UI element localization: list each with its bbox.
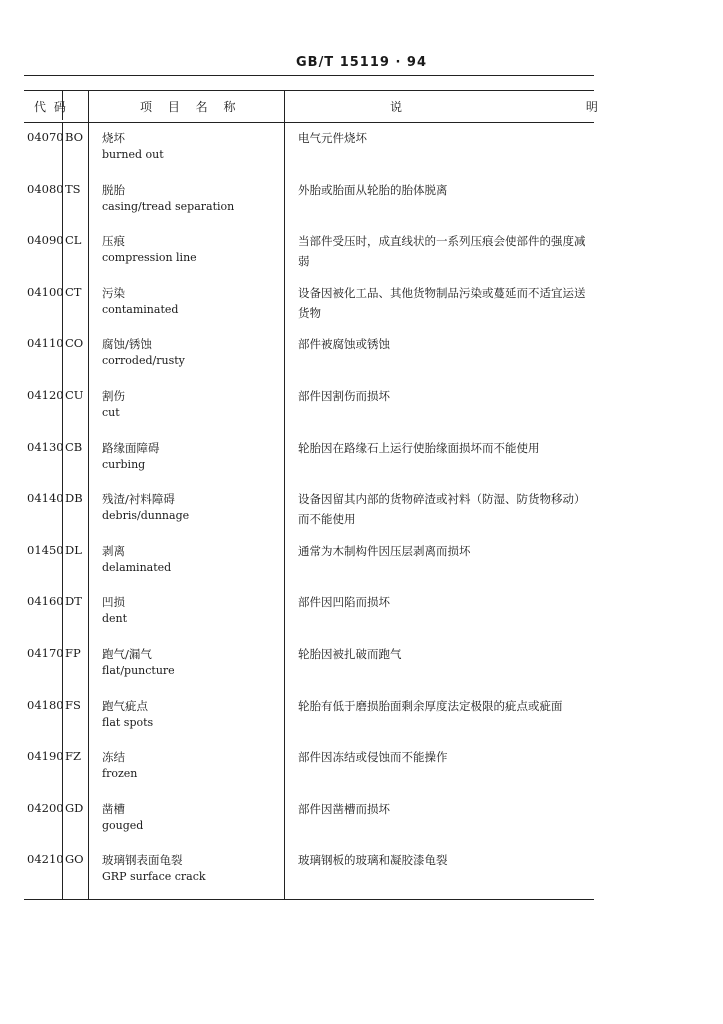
row-number: 04080 (27, 181, 64, 196)
table-row (0, 749, 723, 801)
row-name-cn: 跑气疵点 (102, 698, 148, 713)
row-number: 04180 (27, 697, 64, 712)
row-name-cn: 剥离 (102, 543, 125, 558)
table-row (0, 698, 723, 750)
row-number: 04160 (27, 594, 64, 609)
row-name-cn: 割伤 (102, 389, 125, 403)
row-name-cn: 腐蚀/锈蚀 (102, 337, 152, 352)
row-number: 04210 (27, 852, 64, 867)
row-code: CB (65, 439, 83, 454)
row-description: 设备因被化工品、其他货物制品污染或蔓延而不适宜运送货物 (298, 285, 586, 320)
row-name-cn: 玻璃钢表面龟裂 (102, 853, 183, 868)
row-name-en: flat spots (102, 715, 154, 729)
row-code: DB (65, 491, 83, 506)
table-row (0, 594, 723, 646)
row-name-en: curbing (102, 457, 146, 471)
row-name-cn: 跑气/漏气 (102, 647, 152, 661)
row-description: 电气元件烧坏 (298, 131, 367, 145)
table-row (0, 130, 723, 182)
table-row (0, 646, 723, 698)
table-row (0, 388, 723, 440)
row-number: 01450 (27, 542, 64, 557)
table-row (0, 182, 723, 234)
row-name-cn: 凿槽 (102, 801, 125, 816)
row-number: 04100 (27, 284, 64, 299)
row-description: 设备因留其内部的货物碎渣或衬料（防湿、防货物移动）而不能使用 (298, 492, 586, 527)
table-row (0, 233, 723, 285)
table-row (0, 491, 723, 543)
row-code: GO (65, 852, 84, 867)
row-name-cn: 压痕 (102, 234, 125, 249)
page-header: GB/T 15119 · 94 (295, 55, 428, 70)
row-number: 04170 (27, 646, 64, 660)
row-code: FZ (65, 749, 81, 764)
row-name-en: GRP surface crack (102, 870, 206, 884)
row-name-en: flat/puncture (102, 664, 175, 677)
row-number: 04140 (27, 491, 64, 506)
row-code: FS (65, 697, 81, 712)
row-number: 04070 (27, 130, 64, 144)
row-description: 轮胎因在路缘石上运行使胎缘面损坏而不能使用 (298, 440, 540, 455)
row-name-cn: 污染 (102, 285, 125, 300)
row-description: 轮胎有低于磨损胎面剩余厚度法定极限的疵点或疵面 (298, 698, 563, 713)
row-name-en: delaminated (102, 560, 172, 574)
row-description: 部件因冻结或侵蚀而不能操作 (298, 750, 448, 765)
column-header-desc: 说 明 (390, 100, 688, 114)
row-name-en: gouged (102, 818, 144, 832)
table-row (0, 285, 723, 337)
row-name-en: debris/dunnage (102, 509, 190, 523)
row-code: DT (65, 594, 82, 609)
row-code: BO (65, 130, 84, 144)
row-name-cn: 残渣/衬料障碍 (102, 492, 175, 507)
row-name-en: dent (102, 612, 128, 626)
row-code: TS (65, 181, 81, 196)
row-name-en: casing/tread separation (102, 199, 235, 213)
row-code: CU (65, 388, 84, 402)
row-description: 轮胎因被扎破而跑气 (298, 647, 402, 661)
row-name-en: cut (102, 406, 120, 419)
column-header-name: 项 目 名 称 (140, 100, 242, 114)
row-number: 04110 (27, 336, 64, 351)
table-row (0, 543, 723, 595)
row-name-cn: 路缘面障碍 (102, 440, 160, 455)
row-number: 04120 (27, 388, 64, 402)
row-name-en: burned out (102, 148, 164, 161)
table-row (0, 336, 723, 388)
row-code: FP (65, 646, 81, 660)
row-number: 04090 (27, 233, 64, 248)
row-name-cn: 凹损 (102, 595, 125, 610)
row-description: 通常为木制构件因压层剥离而损坏 (298, 543, 471, 558)
row-name-en: contaminated (102, 302, 179, 316)
table-top-rule (24, 90, 594, 91)
header-bottom-rule (24, 122, 594, 123)
row-name-cn: 烧坏 (102, 131, 125, 145)
row-name-en: corroded/rusty (102, 354, 185, 368)
table-row (0, 440, 723, 492)
row-code: CT (65, 284, 82, 299)
column-header-code: 代 码 (34, 100, 68, 114)
row-code: DL (65, 542, 82, 557)
row-description: 部件因割伤而损坏 (298, 389, 390, 403)
row-description: 当部件受压时，成直线状的一系列压痕会使部件的强度减弱 (298, 234, 586, 269)
row-code: CO (65, 336, 84, 351)
row-description: 外胎或胎面从轮胎的胎体脱离 (298, 182, 448, 197)
row-number: 04190 (27, 749, 64, 764)
row-description: 部件因凿槽而损坏 (298, 801, 390, 816)
row-code: CL (65, 233, 82, 248)
row-name-en: compression line (102, 251, 197, 265)
row-name-en: frozen (102, 767, 138, 781)
row-number: 04130 (27, 439, 64, 454)
row-name-cn: 冻结 (102, 750, 125, 765)
row-description: 部件被腐蚀或锈蚀 (298, 337, 390, 352)
row-description: 玻璃钢板的玻璃和凝胶漆龟裂 (298, 853, 448, 868)
table-row (0, 852, 723, 904)
table-row (0, 801, 723, 853)
row-name-cn: 脱胎 (102, 182, 125, 197)
row-number: 04200 (27, 800, 64, 815)
row-description: 部件因凹陷而损坏 (298, 595, 390, 610)
row-code: GD (65, 800, 84, 815)
top-rule (24, 75, 594, 76)
